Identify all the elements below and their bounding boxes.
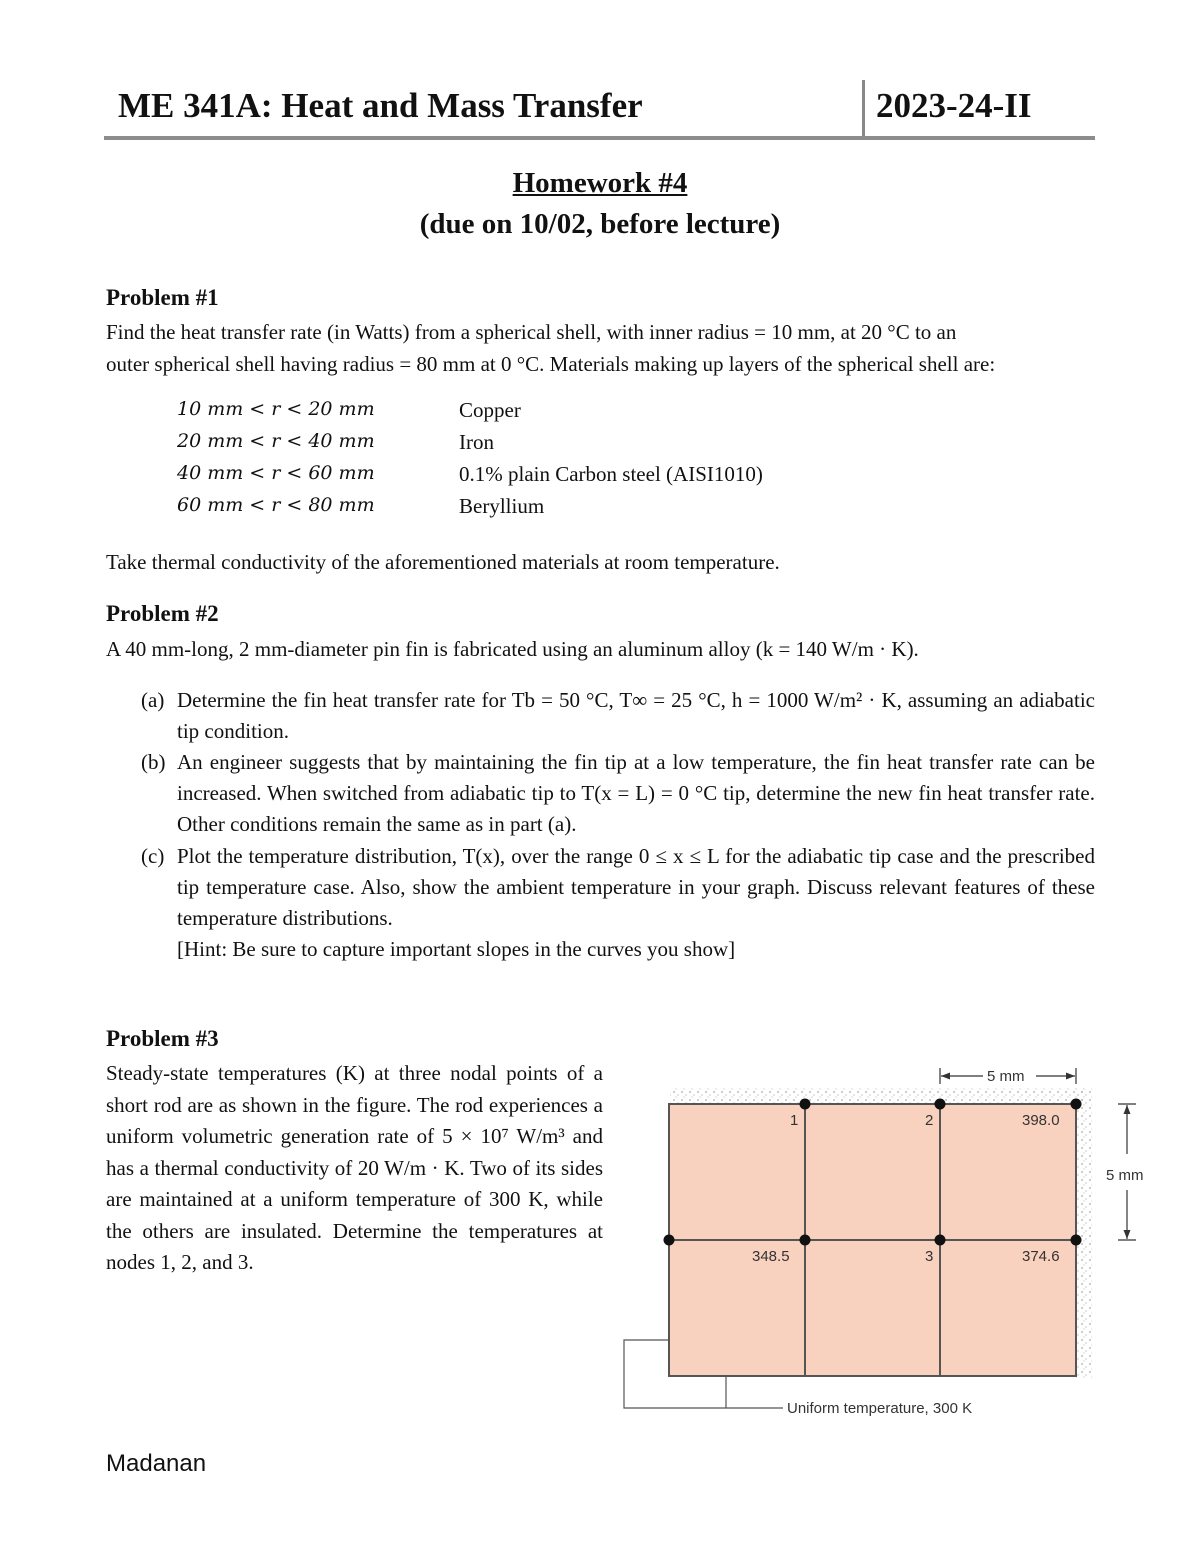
problem2-item-a <box>141 685 1096 747</box>
dim-vertical-label: 5 mm <box>1106 1167 1144 1184</box>
problem1-note: Take thermal conductivity of the aforementioned materials at room temperature. <box>106 550 780 574</box>
node-348-dot <box>800 1235 811 1246</box>
layer-row <box>0 398 1200 430</box>
layer-material: 0.1% plain Carbon steel (AISI1010) <box>459 462 763 486</box>
author-name: Madanan <box>106 1450 207 1477</box>
arrowhead <box>941 1073 950 1080</box>
item-label: (c) <box>141 844 165 868</box>
problem2-hint: [Hint: Be sure to capture important slopes in the curves you show] <box>177 937 736 961</box>
layer-material: Beryllium <box>459 494 545 518</box>
layer-row <box>0 494 1200 526</box>
layer-range: 10 mm < r < 20 mm <box>177 398 375 420</box>
problem1-heading: Problem #1 <box>106 285 219 310</box>
course-title: ME 341A: Heat and Mass Transfer <box>118 86 643 125</box>
node-398-dot <box>1071 1099 1082 1110</box>
problem3-heading: Problem #3 <box>106 1026 219 1051</box>
node-374-dot <box>1071 1235 1082 1246</box>
header-rule <box>104 136 1095 140</box>
layer-range: 20 mm < r < 40 mm <box>177 430 375 452</box>
item-label: (b) <box>141 750 166 774</box>
node-label-1: 1 <box>790 1112 799 1129</box>
problem2-item-c <box>141 841 1096 934</box>
dim-horizontal-label: 5 mm <box>987 1068 1025 1085</box>
header-divider <box>862 80 865 138</box>
term-label: 2023-24-II <box>876 86 1032 125</box>
item-text: Determine the fin heat transfer rate for Tb = 50 °C, T∞ = 25 °C, h = 1000 W/m² · K, assuming an adiabatic tip condition. <box>177 688 1095 743</box>
temp-348: 348.5 <box>752 1248 790 1265</box>
node-label-3: 3 <box>925 1248 934 1265</box>
node-label-2: 2 <box>925 1112 934 1129</box>
problem2-item-b <box>141 747 1096 840</box>
due-date: (due on 10/02, before lecture) <box>419 208 781 240</box>
item-label: (a) <box>141 688 165 712</box>
node-1-dot <box>800 1099 811 1110</box>
problem3-text: Steady-state temperatures (K) at three nodal points of a short rod are as shown in the figure. The rod experiences a uniform volumetric generation rate of 5 × 10⁷ W/m³ and has a thermal conductivity of 20 W/m · K. Two of its sides are maintained at a uniform temperature of 300 K, while the others are insulated. Determine the temperatures at nodes 1, 2, and 3. <box>106 1061 603 1274</box>
node-3-dot <box>935 1235 946 1246</box>
boundary-label: Uniform temperature, 300 K <box>787 1400 973 1417</box>
problem1-line1: Find the heat transfer rate (in Watts) from a spherical shell, with inner radius = 10 mm, at 20 °C to an <box>106 320 957 344</box>
homework-title: Homework #4 <box>512 167 688 199</box>
item-text: An engineer suggests that by maintaining the fin tip at a low temperature, the fin heat transfer rate can be increased. When switched from adiabatic tip to T(x = L) = 0 °C tip, determine the new fin heat transfer rate. Other conditions remain the same as in part (a). <box>177 750 1095 836</box>
nodal-grid-figure <box>600 1050 1170 1430</box>
problem2-intro: A 40 mm-long, 2 mm-diameter pin fin is fabricated using an aluminum alloy (k = 140 W/m · K). <box>106 637 919 661</box>
layer-row <box>0 430 1200 462</box>
layer-material: Copper <box>459 398 521 422</box>
problem1-line2: outer spherical shell having radius = 80 mm at 0 °C. Materials making up layers of the spherical shell are: <box>106 352 996 376</box>
layer-row <box>0 462 1200 494</box>
layer-range: 40 mm < r < 60 mm <box>177 462 375 484</box>
layer-range: 60 mm < r < 80 mm <box>177 494 375 516</box>
problem2-heading: Problem #2 <box>106 601 219 626</box>
temp-374: 374.6 <box>1022 1248 1060 1265</box>
node-left-dot <box>664 1235 675 1246</box>
insulation-right <box>1076 1088 1092 1378</box>
arrowhead <box>1124 1105 1131 1114</box>
layer-table <box>0 398 1200 526</box>
temp-398: 398.0 <box>1022 1112 1060 1129</box>
insulation-top <box>670 1088 1084 1104</box>
arrowhead <box>1066 1073 1075 1080</box>
layer-material: Iron <box>459 430 494 454</box>
node-2-dot <box>935 1099 946 1110</box>
arrowhead <box>1124 1230 1131 1239</box>
item-text: Plot the temperature distribution, T(x), over the range 0 ≤ x ≤ L for the adiabatic tip case and the prescribed tip temperature case. Also, show the ambient temperature in your graph. Discuss relevant features of these temperature distributions. <box>177 844 1095 930</box>
